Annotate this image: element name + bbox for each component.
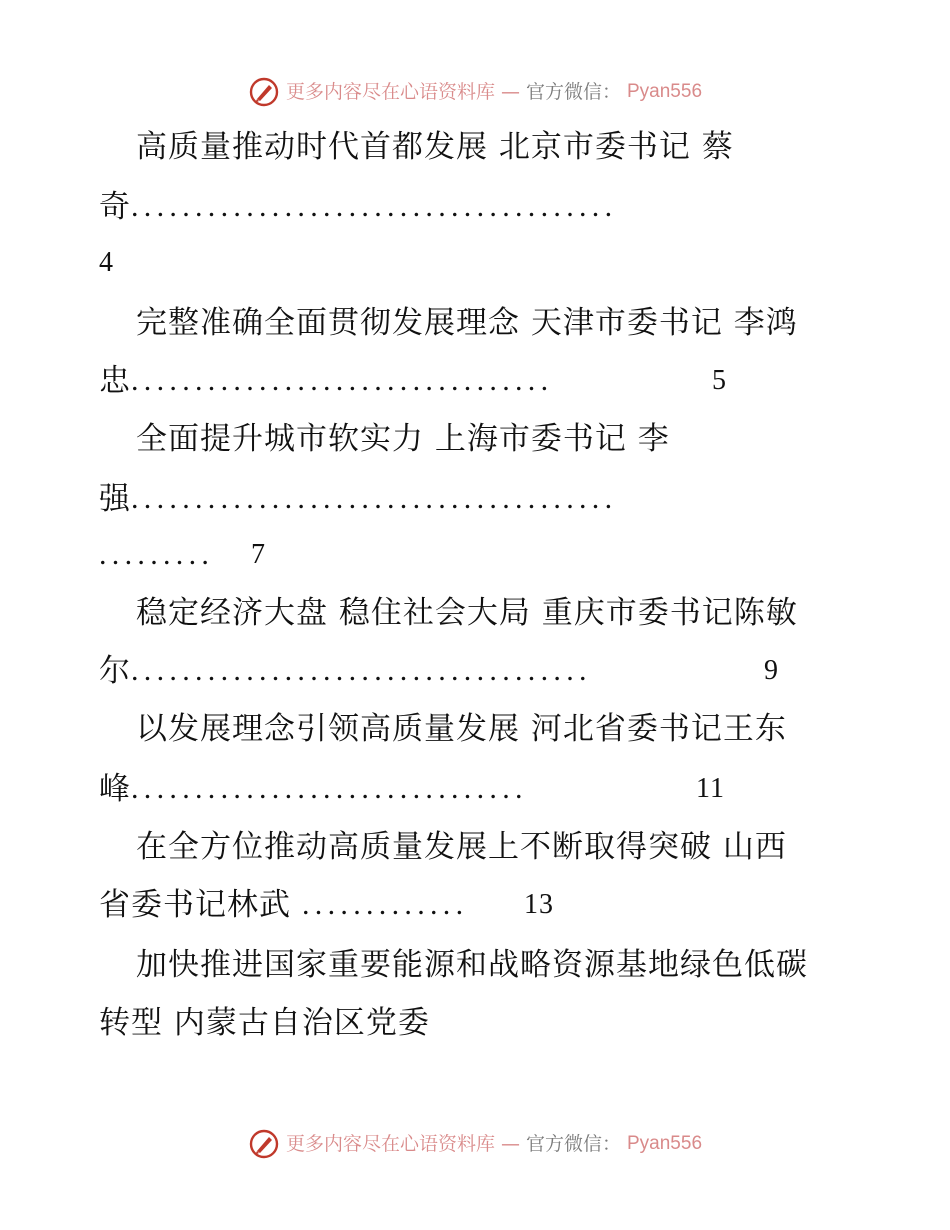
toc-entry-title: 在全方位推动高质量发展上不断取得突破 山西: [136, 829, 787, 865]
toc-page-number: 11: [696, 773, 725, 804]
toc-entry-title-cont: 强: [99, 481, 131, 517]
toc-leader-dots: ......................................: [131, 482, 618, 515]
toc-leader-dots: .................................: [131, 364, 554, 397]
toc-entry-1-line-2: [0, 182, 950, 232]
toc-entry-2-line-2: [0, 356, 950, 406]
watermark-wechat-id: Pyan556: [627, 81, 703, 102]
toc-page-number: 5: [712, 365, 727, 396]
toc-entry-7-line-2: [0, 998, 950, 1048]
toc-entry-title: 加快推进国家重要能源和战略资源基地绿色低碳: [136, 947, 808, 983]
toc-leader-dots: ...............................: [131, 772, 528, 805]
toc-entry-title-cont: 尔: [99, 653, 131, 689]
toc-entry-title-cont: 峰: [99, 771, 131, 807]
toc-leader-dots: .............: [302, 888, 469, 921]
toc-page-number: 9: [764, 655, 779, 686]
watermark-wechat-label: 官方微信：: [525, 81, 621, 103]
watermark-wechat-id: Pyan556: [627, 1133, 703, 1154]
toc-leader-dots-cont: .........: [99, 538, 215, 571]
toc-entry-title: 完整准确全面贯彻发展理念 天津市委书记 李鸿: [136, 305, 798, 341]
watermark-wechat-label: 官方微信：: [525, 1133, 621, 1155]
toc-entry-4-line-2: [0, 646, 950, 696]
toc-entry-5-line-1: [0, 704, 950, 754]
toc-entry-title-cont: 奇: [99, 189, 131, 225]
header-watermark: [0, 76, 950, 108]
toc-entry-1-line-1: [0, 122, 950, 172]
watermark-text: 更多内容尽在心语资料库: [285, 81, 495, 103]
toc-page-number: 4: [99, 247, 114, 278]
toc-entry-1-line-3: [0, 238, 950, 288]
watermark-dash: —: [500, 81, 520, 103]
toc-entry-6-line-2: [0, 880, 950, 930]
toc-entry-2-line-1: [0, 298, 950, 348]
toc-entry-3-line-2: [0, 474, 950, 524]
toc-entry-6-line-1: [0, 822, 950, 872]
quill-pen-icon: [248, 76, 280, 108]
toc-entry-5-line-2: [0, 764, 950, 814]
toc-entry-3-line-1: [0, 414, 950, 464]
toc-entry-7-line-1: [0, 940, 950, 990]
toc-entry-title: 稳定经济大盘 稳住社会大局 重庆市委书记陈敏: [136, 595, 798, 631]
toc-page-number: 7: [251, 539, 266, 570]
toc-entry-title-cont: 省委书记林武: [99, 887, 291, 923]
toc-entry-title: 以发展理念引领高质量发展 河北省委书记王东: [136, 711, 787, 747]
toc-page-number: 13: [524, 889, 554, 920]
toc-entry-4-line-1: [0, 588, 950, 638]
toc-leader-dots: ......................................: [131, 190, 618, 223]
watermark-dash: —: [500, 1133, 520, 1155]
toc-entry-title: 高质量推动时代首都发展 北京市委书记 蔡: [136, 129, 734, 165]
toc-leader-dots: ....................................: [131, 654, 592, 687]
toc-entry-title-cont: 转型 内蒙古自治区党委: [99, 1005, 430, 1041]
watermark-text: 更多内容尽在心语资料库: [285, 1133, 495, 1155]
toc-entry-title-cont: 忠: [99, 363, 131, 399]
footer-watermark: [0, 1128, 950, 1160]
toc-entry-title: 全面提升城市软实力 上海市委书记 李: [136, 421, 670, 457]
quill-pen-icon: [248, 1128, 280, 1160]
toc-entry-3-line-3: [0, 530, 950, 580]
